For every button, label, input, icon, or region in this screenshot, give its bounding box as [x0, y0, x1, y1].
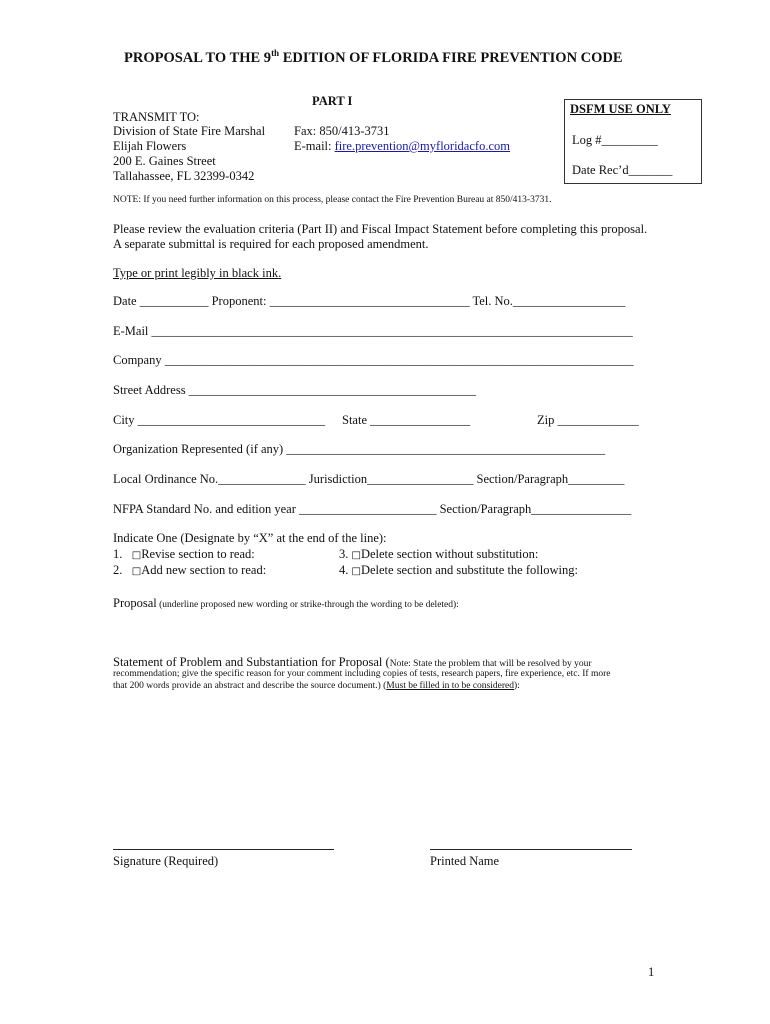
ordinance-field[interactable]: Local Ordinance No.______________ Jurisdiction_________________ Section/Paragraph_________	[113, 472, 625, 486]
transmit-line-4: Tallahassee, FL 32399-0342	[113, 169, 255, 183]
zip-field[interactable]: Zip _____________	[537, 413, 639, 427]
note: NOTE: If you need further information on this process, please contact the Fire Prevention Bureau at 850/413-3731.	[113, 195, 552, 205]
email-field[interactable]: E-Mail _____________________________________________________________________________	[113, 324, 633, 338]
review-line-1: Please review the evaluation criteria (Part II) and Fiscal Impact Statement before completing this proposal.	[113, 222, 648, 236]
type-print-instruction: Type or print legibly in black ink.	[113, 266, 282, 280]
signature-label: Signature (Required)	[113, 854, 219, 868]
fax: Fax: 850/413-3731	[294, 124, 390, 138]
email-line: E-mail: fire.prevention@myfloridacfo.com	[294, 139, 510, 153]
page-title: PROPOSAL TO THE 9th EDITION OF FLORIDA FIRE PREVENTION CODE	[124, 48, 623, 66]
transmit-line-1: Division of State Fire Marshal	[113, 124, 266, 138]
signature-line[interactable]	[113, 849, 334, 850]
review-line-2: A separate submittal is required for each proposed amendment.	[113, 237, 429, 251]
statement-heading: Statement of Problem and Substantiation for Proposal (Note: State the problem that will be resolved by your	[113, 655, 592, 669]
city-field[interactable]: City ______________________________	[113, 413, 326, 427]
state-field[interactable]: State ________________	[342, 413, 471, 427]
part-heading: PART I	[312, 94, 353, 108]
indicate-heading: Indicate One (Designate by “X” at the end of the line):	[113, 531, 387, 545]
option-add[interactable]: 2. □Add new section to read:	[113, 563, 267, 577]
checkbox-icon[interactable]: □	[351, 550, 361, 561]
date-proponent-tel-field[interactable]: Date ___________ Proponent: ________________________________ Tel. No.__________________	[113, 294, 626, 308]
page-number: 1	[648, 965, 655, 979]
transmit-heading: TRANSMIT TO:	[113, 110, 200, 124]
option-delete-substitute[interactable]: 4. □Delete section and substitute the following:	[339, 563, 578, 577]
nfpa-standard-field[interactable]: NFPA Standard No. and edition year ______________________ Section/Paragraph________________	[113, 502, 632, 516]
checkbox-icon[interactable]: □	[351, 566, 361, 577]
option-revise[interactable]: 1. □Revise section to read:	[113, 547, 255, 561]
checkbox-icon[interactable]: □	[131, 566, 142, 577]
transmit-line-3: 200 E. Gaines Street	[113, 154, 216, 168]
email-link[interactable]: fire.prevention@myfloridacfo.com	[334, 139, 510, 153]
statement-line-2: recommendation; give the specific reason for your comment including copies of tests, research papers, fire experience, etc. If more	[113, 669, 611, 679]
proposal-label: Proposal (underline proposed new wording or strike-through the wording to be deleted):	[113, 596, 459, 610]
street-address-field[interactable]: Street Address ______________________________________________	[113, 383, 477, 397]
dsfm-log: Log #_________	[572, 133, 658, 147]
printed-name-line[interactable]	[430, 849, 632, 850]
option-delete[interactable]: 3. □Delete section without substitution:	[339, 547, 539, 561]
dsfm-date: Date Rec’d_______	[572, 163, 673, 177]
transmit-line-2: Elijah Flowers	[113, 139, 187, 153]
printed-name-label: Printed Name	[430, 854, 500, 868]
organization-field[interactable]: Organization Represented (if any) ___________________________________________________	[113, 442, 606, 456]
company-field[interactable]: Company ___________________________________________________________________________	[113, 353, 634, 367]
checkbox-icon[interactable]: □	[131, 550, 142, 561]
dsfm-heading: DSFM USE ONLY	[570, 102, 671, 116]
statement-line-3: that 200 words provide an abstract and describe the source document.) (Must be filled in to be considered):	[113, 681, 520, 691]
